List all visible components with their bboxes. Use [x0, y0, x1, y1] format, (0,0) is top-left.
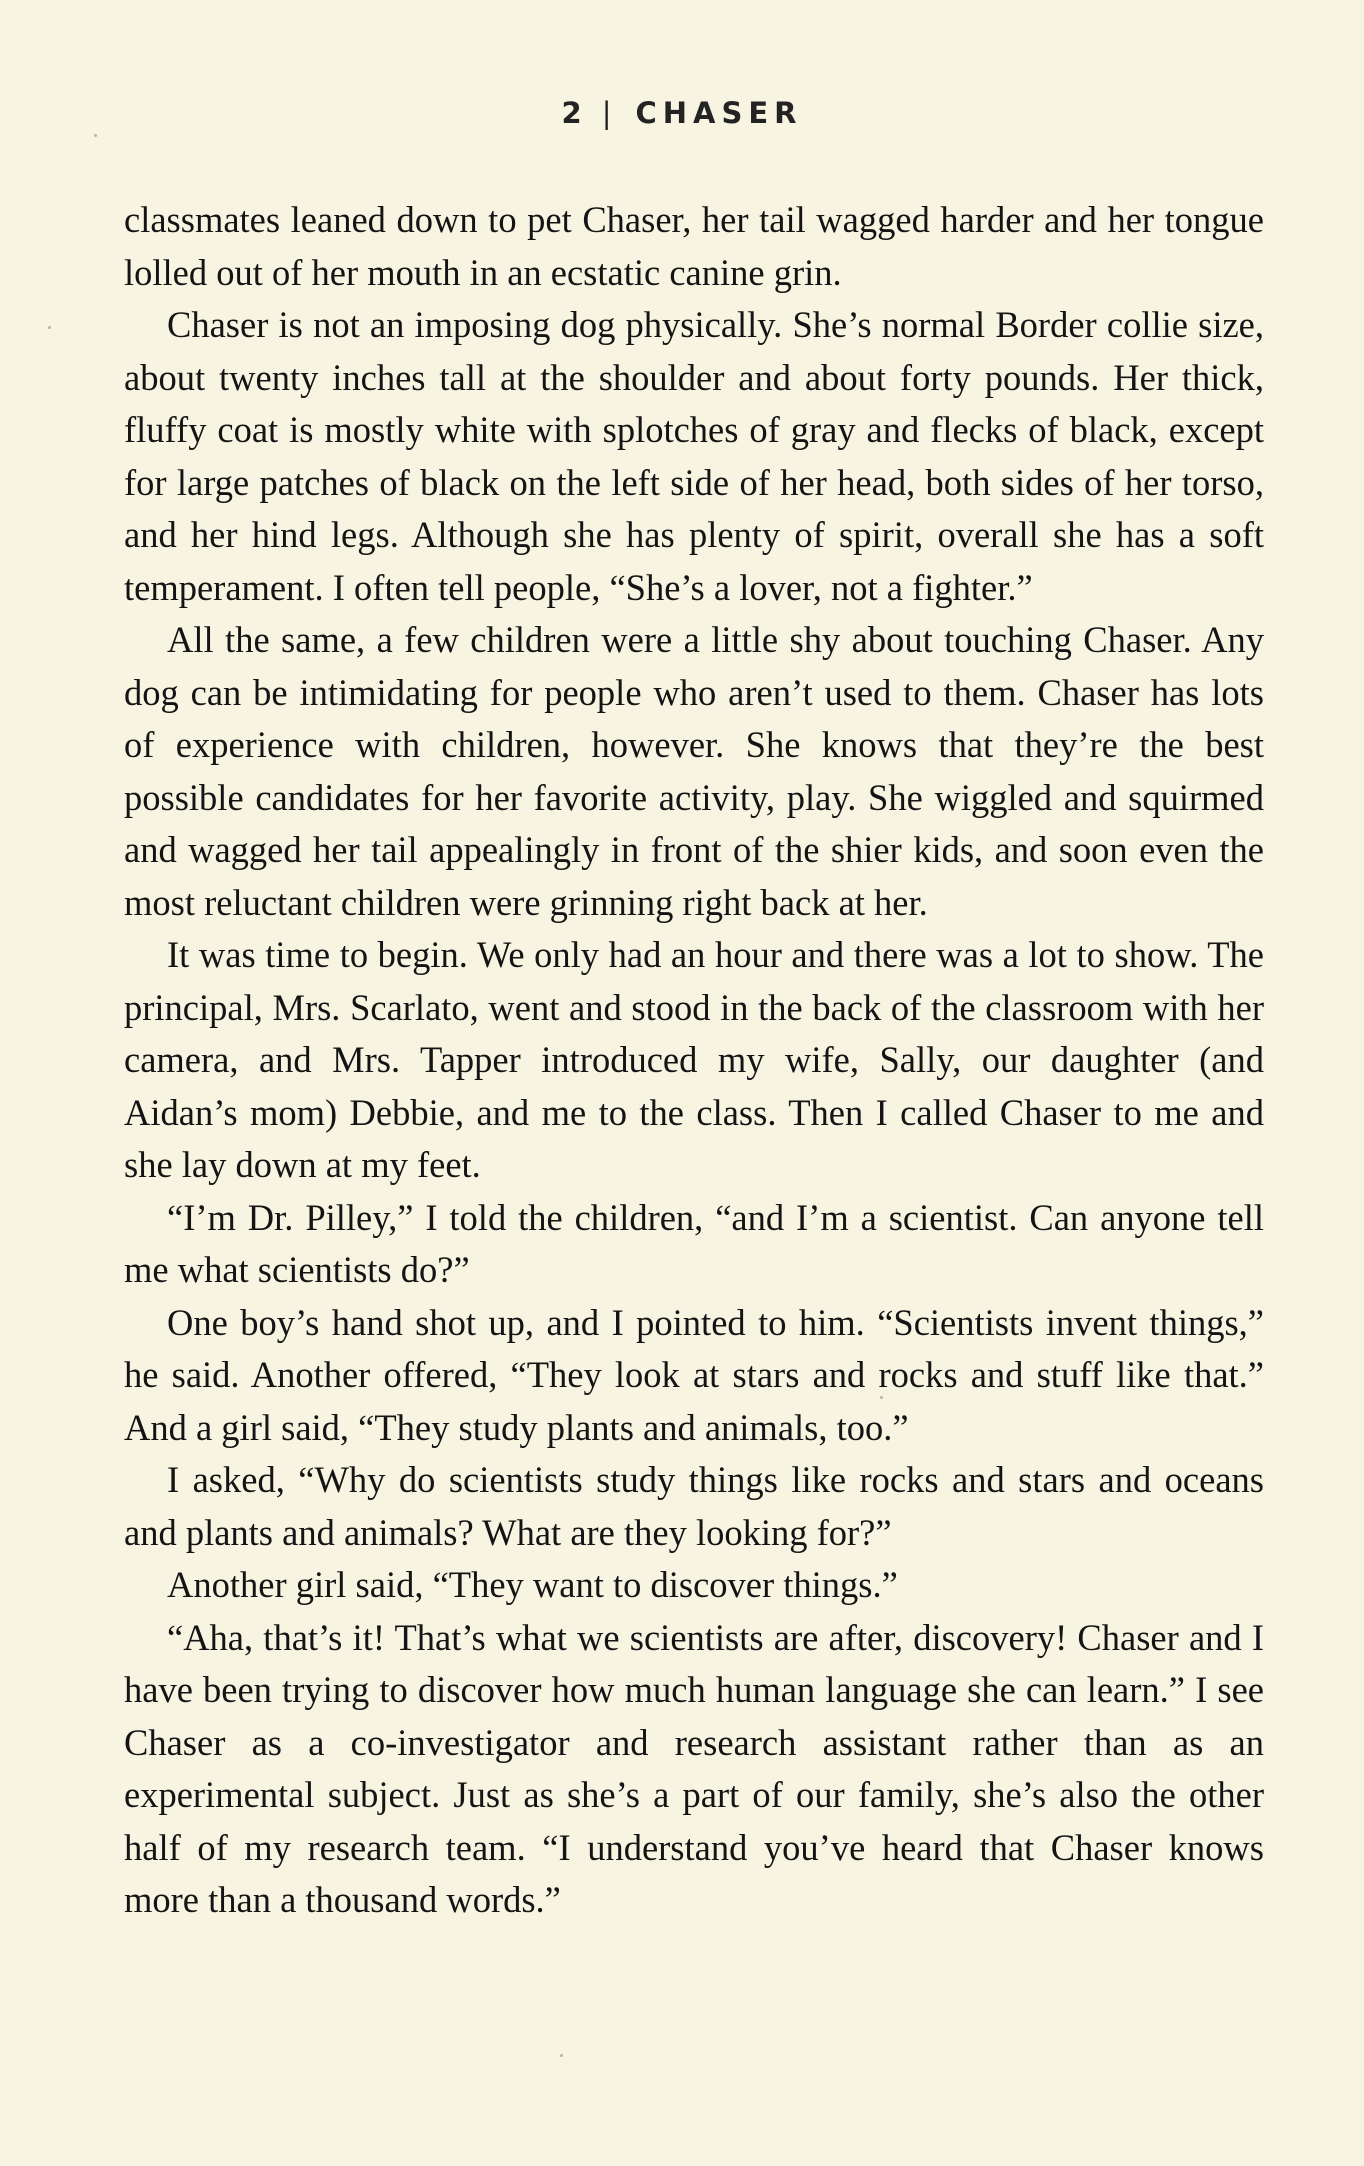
paragraph: Another girl said, “They want to discover things.”	[167, 1564, 898, 1605]
paragraph: It was time to begin. We only had an hour and there was a lot to show. The principal, Mrs. Scarlato, went and stood in the back of the classroom with her camera, and Mrs. Tapper introduced my wife, Sally, our daughter (and Aidan’s mom) Debbie, and me to the class. Then I called Chaser to me and she lay down at my feet.	[124, 934, 1264, 1185]
chapter-title: CHASER	[635, 96, 803, 130]
paper-speck	[560, 2054, 563, 2057]
paragraph: classmates leaned down to pet Chaser, her tail wagged harder and her tongue lolled out of her mouth in an ecstatic canine grin.	[124, 199, 1264, 293]
paper-speck	[94, 134, 97, 137]
paragraph: “I’m Dr. Pilley,” I told the children, “and I’m a scientist. Can anyone tell me what scientists do?”	[124, 1196, 1264, 1290]
running-header	[0, 96, 1364, 130]
paragraph: Chaser is not an imposing dog physically. She’s normal Border collie size, about twenty inches tall at the shoulder and about forty pounds. Her thick, fluffy coat is mostly white with splotches of gray and flecks of black, except for large patches of black on the left side of her head, both sides of her torso, and her hind legs. Although she has plenty of spirit, overall she has a soft temperament. I often tell people, “She’s a lover, not a fighter.”	[124, 304, 1264, 608]
paper-speck	[48, 326, 51, 329]
paragraph: All the same, a few children were a little shy about touching Chaser. Any dog can be intimidating for people who aren’t used to them. Chaser has lots of experience with children, however. She knows that they’re the best possible candidates for her favorite activity, play. She wiggled and squirmed and wagged her tail appealingly in front of the shier kids, and soon even the most reluctant children were grinning right back at her.	[124, 619, 1264, 923]
body-text	[124, 194, 1264, 1927]
header-separator: |	[601, 96, 612, 130]
paragraph: I asked, “Why do scientists study things like rocks and stars and oceans and plants and animals? What are they looking for?”	[124, 1459, 1264, 1553]
paragraph: One boy’s hand shot up, and I pointed to him. “Scientists invent things,” he said. Another offered, “They look at stars and rocks and stuff like that.” And a girl said, “They study plants and animals, too.”	[124, 1301, 1264, 1448]
paragraph: “Aha, that’s it! That’s what we scientists are after, discovery! Chaser and I have been trying to discover how much human language she can learn.” I see Chaser as a co-investigator and research assistant rather than as an experimental subject. Just as she’s a part of our family, she’s also the other half of my research team. “I understand you’ve heard that Chaser knows more than a thousand words.”	[124, 1616, 1264, 1920]
page-number: 2	[561, 96, 582, 130]
